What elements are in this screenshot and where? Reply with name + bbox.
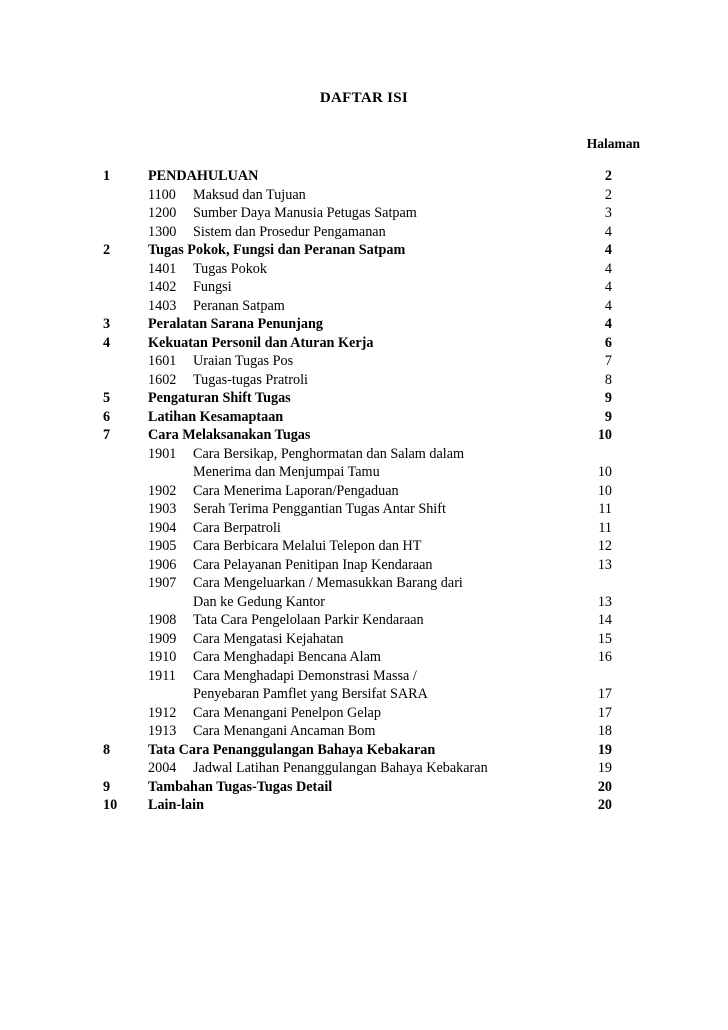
toc-chapter-row <box>0 426 728 445</box>
page-number: 19 <box>597 741 612 758</box>
section-code: 1401 <box>148 260 177 277</box>
toc-subsection-row <box>0 482 728 501</box>
toc-subsection-row <box>0 445 728 464</box>
section-code: 1910 <box>148 649 177 665</box>
chapter-title: Pengaturan Shift Tugas <box>148 390 291 406</box>
section-title: Serah Terima Penggantian Tugas Antar Shift <box>193 501 446 517</box>
page-column-label: Halaman <box>586 136 640 151</box>
section-code: 1403 <box>148 297 177 314</box>
toc-subsection-row <box>0 722 728 741</box>
page-number: 4 <box>604 242 612 258</box>
section-code: 1901 <box>148 445 177 462</box>
page-number: 3 <box>604 205 612 221</box>
toc-chapter-row <box>0 741 728 760</box>
toc-chapter-row <box>0 408 728 427</box>
toc-subsection-row <box>0 667 728 686</box>
page-number: 16 <box>597 649 612 665</box>
section-code: 1905 <box>148 538 177 554</box>
chapter-number: 2 <box>103 242 111 258</box>
page-number: 9 <box>604 390 612 406</box>
section-code: 1601 <box>148 353 177 369</box>
page-number: 20 <box>597 778 612 795</box>
section-code: 1402 <box>148 279 177 295</box>
toc-subsection-row <box>0 685 728 704</box>
chapter-title: Lain-lain <box>148 797 204 813</box>
toc-subsection-row <box>0 648 728 667</box>
toc-subsection-row <box>0 537 728 556</box>
page-number: 20 <box>597 797 612 813</box>
chapter-number: 10 <box>103 797 118 813</box>
page-number: 4 <box>604 297 612 314</box>
chapter-title: PENDAHULUAN <box>148 168 259 184</box>
section-title: Cara Bersikap, Penghormatan dan Salam dalam <box>193 445 465 462</box>
page-number: 4 <box>604 279 612 295</box>
toc-subsection-row <box>0 759 728 778</box>
toc-subsection-row <box>0 593 728 612</box>
toc-chapter-row <box>0 796 728 815</box>
page-number: 11 <box>598 519 612 536</box>
toc-subsection-row <box>0 500 728 519</box>
toc-subsection-row <box>0 574 728 593</box>
section-code: 1904 <box>148 519 177 536</box>
section-code: 1913 <box>148 723 177 739</box>
section-code: 1906 <box>148 556 177 573</box>
page-number: 15 <box>597 630 612 647</box>
chapter-number: 9 <box>103 778 111 795</box>
toc-subsection-row <box>0 611 728 630</box>
page-number: 2 <box>604 168 612 184</box>
section-title: Tata Cara Pengelolaan Parkir Kendaraan <box>193 612 424 628</box>
section-title: Cara Mengatasi Kejahatan <box>193 630 344 647</box>
page-number: 10 <box>597 482 612 499</box>
chapter-title: Kekuatan Personil dan Aturan Kerja <box>148 334 374 351</box>
section-code: 1902 <box>148 482 177 499</box>
toc-subsection-row <box>0 260 728 279</box>
page-number: 4 <box>604 316 612 332</box>
chapter-number: 3 <box>103 316 111 332</box>
section-title: Peranan Satpam <box>193 297 285 314</box>
section-title: Cara Menangani Penelpon Gelap <box>193 704 381 721</box>
chapter-number: 6 <box>103 408 111 425</box>
page-number: 4 <box>604 260 612 277</box>
toc-chapter-row <box>0 334 728 353</box>
section-title: Cara Mengeluarkan / Memasukkan Barang dari <box>193 575 463 591</box>
section-title: Sistem dan Prosedur Pengamanan <box>193 223 386 240</box>
section-title: Cara Menangani Ancaman Bom <box>193 723 376 739</box>
section-code: 1909 <box>148 630 177 647</box>
section-title: Penyebaran Pamflet yang Bersifat SARA <box>193 686 428 702</box>
toc-subsection-row <box>0 704 728 723</box>
section-title: Cara Berbicara Melalui Telepon dan HT <box>193 538 422 554</box>
page-number: 11 <box>598 501 612 517</box>
toc-subsection-row <box>0 223 728 242</box>
page-number: 17 <box>597 686 612 702</box>
chapter-number: 7 <box>103 427 111 443</box>
page-number: 19 <box>597 760 612 776</box>
section-title: Cara Menerima Laporan/Pengaduan <box>193 482 399 499</box>
chapter-number: 5 <box>103 390 111 406</box>
page-number: 10 <box>597 464 612 480</box>
section-title: Tugas-tugas Pratroli <box>193 371 308 388</box>
section-code: 1602 <box>148 371 177 388</box>
chapter-title: Tambahan Tugas-Tugas Detail <box>148 778 333 795</box>
page-number: 12 <box>597 538 612 554</box>
page-title: DAFTAR ISI <box>319 90 409 106</box>
toc-subsection-row <box>0 519 728 538</box>
chapter-title: Tata Cara Penanggulangan Bahaya Kebakaran <box>148 741 436 758</box>
chapter-title: Cara Melaksanakan Tugas <box>148 427 311 443</box>
page-number: 14 <box>597 612 612 628</box>
section-title: Jadwal Latihan Penanggulangan Bahaya Kebakaran <box>193 760 488 776</box>
chapter-number: 1 <box>103 168 111 184</box>
section-title: Menerima dan Menjumpai Tamu <box>193 464 380 480</box>
page-number: 18 <box>597 723 612 739</box>
section-code: 1903 <box>148 501 177 517</box>
section-code: 1300 <box>148 223 177 240</box>
page-number: 2 <box>604 186 612 203</box>
section-code: 1911 <box>148 667 176 684</box>
section-title: Maksud dan Tujuan <box>193 186 306 203</box>
table-of-contents <box>0 167 728 815</box>
chapter-number: 8 <box>103 741 111 758</box>
chapter-title: Peralatan Sarana Penunjang <box>148 316 323 332</box>
chapter-number: 4 <box>103 334 111 351</box>
page-number: 13 <box>597 556 612 573</box>
toc-subsection-row <box>0 630 728 649</box>
section-code: 1200 <box>148 205 177 221</box>
toc-chapter-row <box>0 389 728 408</box>
toc-subsection-row <box>0 204 728 223</box>
chapter-title: Tugas Pokok, Fungsi dan Peranan Satpam <box>148 242 406 258</box>
page-number: 9 <box>604 408 612 425</box>
toc-chapter-row <box>0 241 728 260</box>
section-code: 1907 <box>148 575 177 591</box>
page-number: 8 <box>604 371 612 388</box>
section-title: Tugas Pokok <box>193 260 267 277</box>
section-code: 1912 <box>148 704 177 721</box>
section-code: 1908 <box>148 612 177 628</box>
toc-subsection-row <box>0 556 728 575</box>
section-title: Uraian Tugas Pos <box>193 353 294 369</box>
page-number: 13 <box>597 593 612 610</box>
toc-chapter-row <box>0 167 728 186</box>
toc-subsection-row <box>0 186 728 205</box>
section-title: Cara Berpatroli <box>193 519 281 536</box>
page-number: 6 <box>604 334 612 351</box>
chapter-title: Latihan Kesamaptaan <box>148 408 284 425</box>
section-code: 1100 <box>148 186 176 203</box>
toc-chapter-row <box>0 315 728 334</box>
page-number: 17 <box>597 704 612 721</box>
toc-subsection-row <box>0 463 728 482</box>
toc-subsection-row <box>0 371 728 390</box>
section-title: Dan ke Gedung Kantor <box>193 593 325 610</box>
section-title: Cara Menghadapi Demonstrasi Massa / <box>193 667 417 684</box>
section-code: 2004 <box>148 760 177 776</box>
toc-subsection-row <box>0 297 728 316</box>
section-title: Cara Menghadapi Bencana Alam <box>193 649 381 665</box>
section-title: Fungsi <box>193 279 232 295</box>
toc-subsection-row <box>0 278 728 297</box>
toc-subsection-row <box>0 352 728 371</box>
section-title: Sumber Daya Manusia Petugas Satpam <box>193 205 417 221</box>
page-number: 4 <box>604 223 612 240</box>
section-title: Cara Pelayanan Penitipan Inap Kendaraan <box>193 556 433 573</box>
page-number: 7 <box>604 353 612 369</box>
page-number: 10 <box>597 427 612 443</box>
toc-chapter-row <box>0 778 728 797</box>
